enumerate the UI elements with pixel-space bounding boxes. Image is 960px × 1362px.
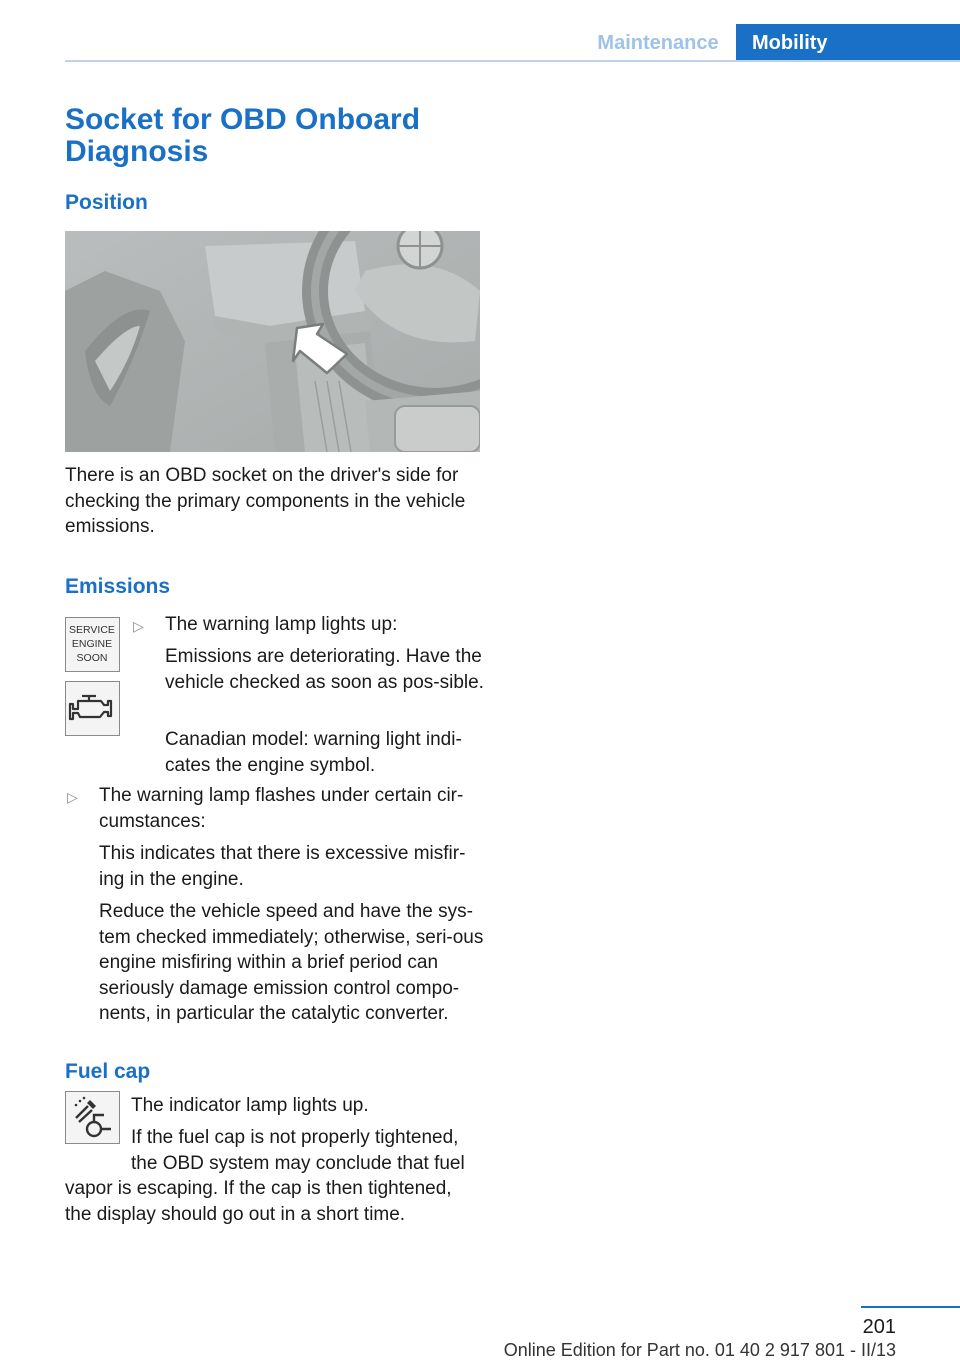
bullet-triangle-icon: ▷	[67, 789, 78, 805]
fuel-cap-para-2-line-4: the display should go out in a short time.	[65, 1204, 406, 1225]
emission-bullet-2-para-2: Reduce the vehicle speed and have the sys‐tem checked immediately; otherwise, seri‐ous engine misfiring within a brief period can seriously damage emission control compo‐nents, in particular the catalytic converter.	[99, 901, 484, 1024]
heading-emissions: Emissions	[65, 575, 171, 598]
fuel-cap-para-2-line-3: vapor is escaping. If the cap is then tightened,	[65, 1178, 452, 1199]
bullet-triangle-icon: ▷	[133, 618, 144, 634]
engine-label: ENGINE	[71, 638, 113, 650]
fuel-cap-para-2-line-2: the OBD system may conclude that fuel	[131, 1153, 465, 1174]
edition-footer: Online Edition for Part no. 01 40 2 917 801 - II/13	[503, 1340, 896, 1360]
footer-rule	[861, 1306, 960, 1308]
heading-position: Position	[65, 191, 148, 214]
tab-maintenance[interactable]: Maintenance	[597, 32, 719, 54]
emission-bullet-1-para-1: Emissions are deteriorating. Have the vehicle checked as soon as pos‐sible.	[165, 646, 484, 693]
header-rule	[65, 60, 960, 62]
fuel-cap-para-1: The indicator lamp lights up.	[131, 1095, 369, 1116]
fuel-cap-icon	[65, 1091, 120, 1144]
fuel-cap-para-2-line-1: If the fuel cap is not properly tightened,	[131, 1127, 459, 1148]
emission-bullet-2-para-1: This indicates that there is excessive misfir‐ing in the engine.	[99, 843, 466, 890]
engine-warning-icon	[65, 681, 120, 736]
emission-bullet-1-para-2: Canadian model: warning light indi‐cates the engine symbol.	[165, 729, 462, 776]
emission-bullet-2-lead: The warning lamp flashes under certain cir‐cumstances:	[99, 785, 464, 832]
emission-bullet-1-lead: The warning lamp lights up:	[165, 614, 398, 635]
service-label: SERVICE	[69, 624, 115, 636]
service-engine-soon-icon	[65, 617, 120, 672]
page-number: 201	[862, 1316, 896, 1338]
position-paragraph: There is an OBD socket on the driver's side for checking the primary components in the vehicle emissions.	[65, 465, 466, 537]
tab-mobility[interactable]: Mobility	[736, 24, 960, 62]
page-title: Socket for OBD Onboard Diagnosis	[65, 103, 421, 168]
soon-label: SOON	[76, 652, 108, 664]
heading-fuel-cap: Fuel cap	[65, 1060, 151, 1083]
obd-socket-photo	[65, 231, 480, 452]
